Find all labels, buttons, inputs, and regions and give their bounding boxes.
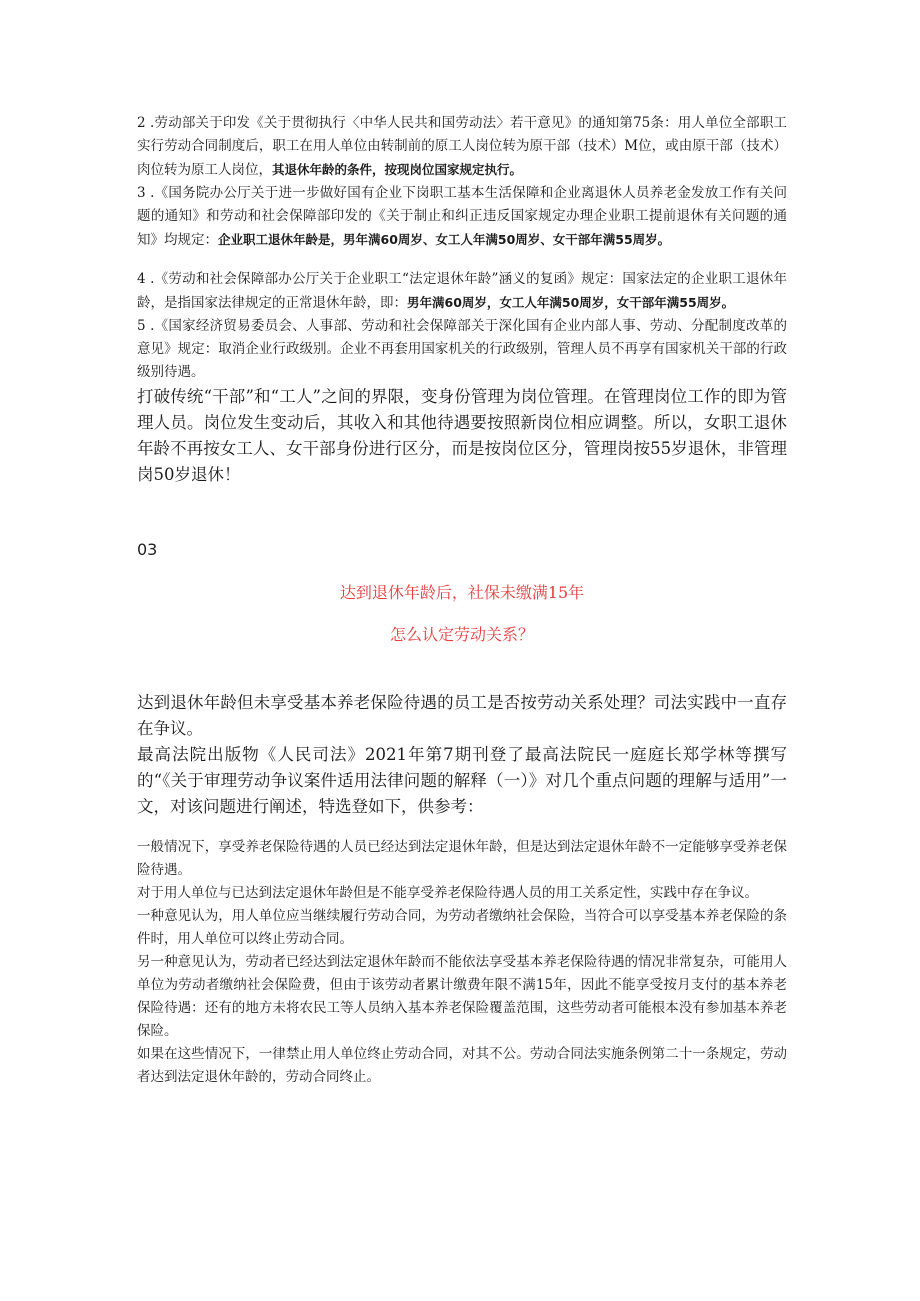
- section-number: 03: [137, 540, 158, 559]
- item-2-text: 2 .劳动部关于印发《关于贯彻执行〈中华人民共和国劳动法〉若干意见》的通知第75条：用人单位全部职工实行劳动合同制度后，职工在用人单位由转制前的原工人岗位转为原干部（技术）M位，或由原干部（技术）肉位转为原工人岗位，: [137, 115, 787, 178]
- item-4-text: 4 .《劳动和社会保障部办公厅关于企业职工“法定退休年龄”涵义的复函》规定：国家法定的企业职工退休年龄，是指国家法律规定的正常退休年龄，即：: [137, 271, 787, 311]
- item-5: 5 .《国家经济贸易委员会、人事部、劳动和社会保障部关于深化国有企业内部人事、劳动、分配制度改革的意见》规定：取消企业行政级别。企业不再套用国家机关的行政级别，管理人员不再享有国家机关干部的行政级别待遇。: [137, 318, 787, 380]
- body-paragraph-2: 对于用人单位与已达到法定退休年龄但是不能享受养老保险待遇人员的用工关系定性，实践中存在争议。: [137, 885, 758, 901]
- item-2: [137, 112, 787, 182]
- body-paragraph-5: 如果在这些情况下，一律禁止用人单位终止劳动合同，对其不公。劳动合同法实施条例第二十一条规定，劳动者达到法定退休年龄的，劳动合同终止。: [137, 1046, 787, 1085]
- item-2-bold-text: 其退休年龄的条件，按现岗位国家规定执行。: [272, 162, 523, 177]
- summary-paragraph: 打破传统“干部”和“工人”之间的界限，变身份管理为岗位管理。在管理岗位工作的即为管理人员。岗位发生变动后，其收入和其他待遇要按照新岗位相应调整。所以，女职工退休年龄不再按女工人、女干部身份进行区分，而是按岗位区分，管理岗按55岁退休，非管理岗50岁退休！: [137, 387, 787, 484]
- item-4: [137, 268, 787, 315]
- body-paragraph-3: 一种意见认为，用人单位应当继续履行劳动合同，为劳动者缴纳社会保险，当符合可以享受基本养老保险的条件时，用人单位可以终止劳动合同。: [137, 908, 787, 947]
- item-3-text: 3 .《国务院办公厅关于进一步做好国有企业下岗职工基本生活保障和企业离退休人员养老金发放工作有关问题的通知》和劳动和社会保障部印发的《关于制止和纠正违反国家规定办理企业职工提前退休有关问题的通知》均规定：: [137, 185, 787, 248]
- spacer: [137, 561, 787, 581]
- body-paragraph-1: 一般情况下，享受养老保险待遇的人员已经达到法定退休年龄，但是达到法定退休年龄不一定能够享受养老保险待遇。: [137, 839, 787, 878]
- item-3: [137, 182, 787, 252]
- spacer: [137, 488, 787, 539]
- spacer: [137, 605, 787, 623]
- intro-paragraph-1: 达到退休年龄但未享受基本养老保险待遇的员工是否按劳动关系处理？司法实践中一直存在争议。: [137, 693, 787, 738]
- spacer: [137, 252, 787, 268]
- spacer: [137, 820, 787, 836]
- intro-paragraph-2: 最高法院出版物《人民司法》2021年第7期刊登了最高法院民一庭庭长郑学林等撰写的“《关于审理劳动争议案件适用法律问题的解释（一）》对几个重点问题的理解与适用”一文，对该问题进行阐述，特选登如下，供参考：: [137, 745, 787, 816]
- section-heading-line-1: 达到退休年龄后，社保未缴满15年: [339, 583, 585, 602]
- spacer: [137, 647, 787, 690]
- item-3-bold-text: 企业职工退休年龄是，男年满60周岁、女工人年满50周岁、女干部年满55周岁。: [218, 232, 671, 247]
- document-page: [137, 112, 787, 1089]
- section-heading-line-2: 怎么认定劳动关系？: [389, 625, 534, 644]
- item-4-bold-text: 男年满60周岁，女工人年满50周岁，女干部年满55周岁。: [407, 295, 735, 310]
- body-paragraph-4: 另一种意见认为，劳动者已经达到法定退休年龄而不能依法享受基本养老保险待遇的情况非常复杂，可能用人单位为劳动者缴纳社会保险费，但由于该劳动者累计缴费年限不满15年，因此不能享受按月支付的基本养老保险待遇：还有的地方未将农民工等人员纳入基本养老保险覆盖范围，这些劳动者可能根本没有参加基本养老保险。: [137, 954, 787, 1039]
